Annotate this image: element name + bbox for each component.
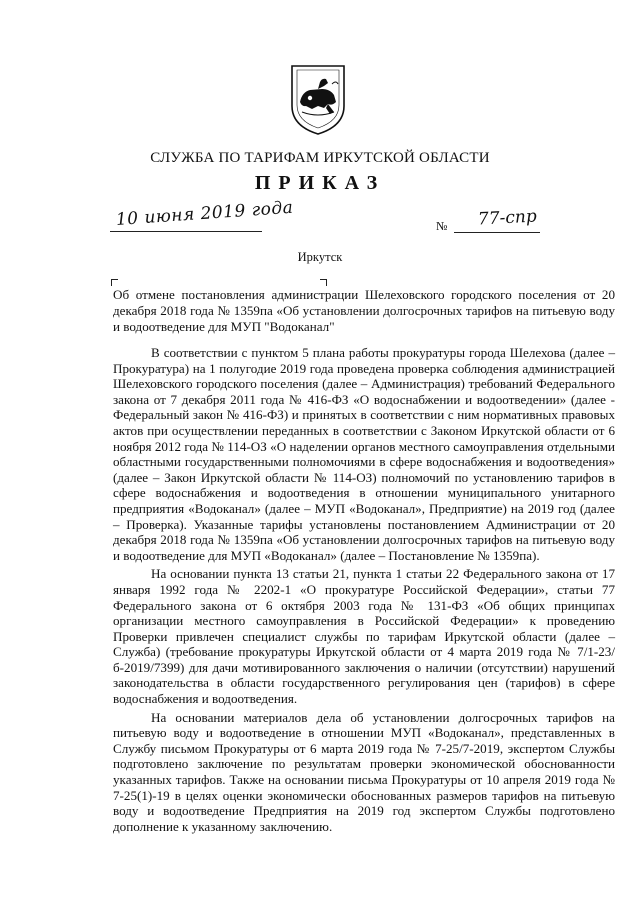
handwritten-date: 10 июня 2019 года <box>115 197 294 230</box>
number-sign: № <box>436 219 448 233</box>
order-subject: Об отмене постановления администрации Шелеховского городского поселения от 20 декабря 2018 года № 1359па «Об установлении долгосрочных тарифов на питьевую воду и водоотведение для МУП "Водоканал" <box>113 287 615 334</box>
handwritten-number: 77-спр <box>477 206 538 230</box>
city-name: Иркутск <box>297 250 343 264</box>
order-body <box>113 345 615 837</box>
number-underline <box>454 232 540 233</box>
agency-name: СЛУЖБА ПО ТАРИФАМ ИРКУТСКОЙ ОБЛАСТИ <box>150 150 490 166</box>
subject-corner-right <box>320 279 327 286</box>
date-underline <box>110 231 262 232</box>
subject-corner-left <box>111 279 118 286</box>
body-paragraph-3: На основании материалов дела об установлении долгосрочных тарифов на питьевую воду и водоотведение в отношении МУП «Водоканал», представленных в Службу письмом Прокуратуры от 6 марта 2019 года № 7-25/7-2019, экспертом Службы подготовлено заключение по результатам проверки экономической обоснованности указанных тарифов. Также на основании письма Прокуратуры от 10 апреля 2019 года № 7-25(1)-19 в целях оценки экономически обоснованных размеров тарифов на питьевую воду и водоотведение Предприятия на 2019 год экспертом Службы подготовлено дополнение к указанному заключению. <box>113 709 615 834</box>
document-type-title: ПРИКАЗ <box>254 172 386 194</box>
body-paragraph-1: В соответствии с пунктом 5 плана работы прокуратуры города Шелехова (далее – Прокуратура) на 1 полугодие 2019 года проведена проверка соблюдения администрацией Шелеховского городского поселения (далее – Администрация) требований Федерального закона от 7 декабря 2011 года № 416-ФЗ «О водоснабжении и водоотведении» (далее - Федеральный закон № 416-ФЗ) и принятых в соответствии с ним нормативных правовых актов при осуществлении переданных в соответствии с Законом Иркутской области от 6 ноября 2012 года № 114-ОЗ «О наделении органов местного самоуправления отдельными областными государственными полномочиями в сфере водоснабжения и водоотведения» (далее – Закон Иркутской области № 114-ОЗ) полномочий по установлению тарифов в сфере водоснабжения и водоотведения в отношении муниципального унитарного предприятия «Водоканал» (далее – МУП «Водоканал», Предприятие) на 2019 год (далее – Проверка). Указанные тарифы установлены постановлением Администрации от 20 декабря 2018 года № 1359па «Об установлении долгосрочных тарифов на питьевую воду и водоотведение для МУП «Водоканал» (далее – Постановление № 1359па). <box>113 345 615 563</box>
coat-of-arms-icon <box>288 62 348 137</box>
body-paragraph-2: На основании пункта 13 статьи 21, пункта 1 статьи 22 Федерального закона от 17 января 1992 года № 2202-1 «О прокуратуре Российской Федерации», статьи 77 Федерального закона от 6 октября 2003 года № 131-ФЗ «Об общих принципах организации местного самоуправления в Российской Федерации» к проведению Проверки привлечен специалист службы по тарифам Иркутской области (далее – Служба) (требование прокуратуры Иркутской области от 4 марта 2019 года № 7/1-23/б-2019/7399) для дачи мотивированного заключения о наличии (отсутствии) нарушений законодательства в области государственного регулирования цен (тарифов) в сфере водоснабжения и водоотведения. <box>113 566 615 707</box>
